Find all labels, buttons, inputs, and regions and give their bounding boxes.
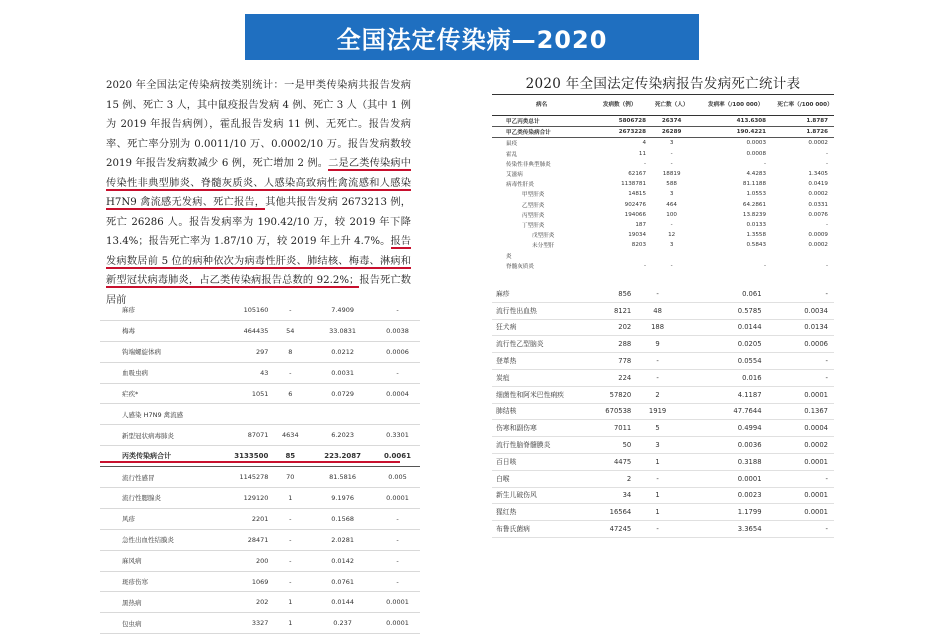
- table-cell: 4475: [577, 453, 634, 470]
- table-cell: 34: [577, 487, 634, 504]
- table-row: [492, 116, 834, 127]
- table-row: [492, 240, 834, 250]
- table-cell: -: [633, 521, 682, 538]
- table-cell: 0.5785: [682, 302, 770, 319]
- table-cell: -: [643, 160, 647, 167]
- column-header: 病名: [492, 95, 591, 116]
- table-cell: 0.0006: [375, 341, 420, 362]
- table-cell: 百日咳: [492, 453, 577, 470]
- table-cell: 甲乙类传染病合计: [492, 127, 591, 138]
- table-cell: 3: [669, 140, 674, 147]
- table-cell: 0.0031: [310, 362, 375, 383]
- table-cell: 0.0001: [375, 592, 420, 613]
- table-cell: 4: [642, 140, 647, 147]
- table-cell: 0.0008: [746, 150, 767, 157]
- table-cell: 26289: [648, 127, 695, 138]
- table-cell: -: [670, 150, 673, 157]
- table-cell: 0.0761: [310, 571, 375, 592]
- table-cell: -: [270, 529, 310, 550]
- table-cell: 670538: [577, 403, 634, 420]
- table-cell: 62167: [628, 171, 647, 178]
- table-cell: 2673228: [591, 127, 648, 138]
- table-cell: 3133500: [216, 446, 270, 467]
- table-cell: [310, 404, 375, 425]
- table-cell: 狂犬病: [492, 319, 577, 336]
- table-cell: 炭疽: [492, 369, 577, 386]
- table-row: [100, 592, 420, 613]
- table-cell: 0.1568: [310, 508, 375, 529]
- table-row: [100, 571, 420, 592]
- table-row: [492, 437, 834, 454]
- stats-table-bottom: [492, 286, 834, 538]
- table-cell: 0.0134: [770, 319, 834, 336]
- table-cell: 1: [633, 504, 682, 521]
- table-cell: 0.0023: [682, 487, 770, 504]
- table-cell: -: [375, 571, 420, 592]
- table-cell: [216, 404, 270, 425]
- table-cell: -: [670, 262, 673, 269]
- table-cell: 麻疹: [492, 286, 577, 302]
- table-cell: 1051: [216, 383, 270, 404]
- column-header: 发病率（/100 000）: [695, 95, 776, 116]
- table-cell: 0.0554: [682, 353, 770, 370]
- table-cell: 1.8787: [776, 116, 834, 127]
- table-cell: 0.3301: [375, 425, 420, 446]
- table-cell: -: [770, 470, 834, 487]
- table-cell: 54: [270, 320, 310, 341]
- table-cell: 戊型肝炎: [532, 233, 555, 240]
- table-row: [492, 179, 834, 189]
- table-cell: 33.0831: [310, 320, 375, 341]
- table-cell: 脊髓灰质炎: [506, 263, 534, 270]
- table-cell: 炎: [506, 253, 512, 260]
- table-cell: 病毒性肝炎: [506, 182, 534, 189]
- table-cell: 2.0281: [310, 529, 375, 550]
- table-cell: 包虫病: [100, 613, 216, 634]
- page-banner: 全国法定传染病—2020: [245, 14, 699, 60]
- table-cell: -: [375, 362, 420, 383]
- table-cell: 188: [633, 319, 682, 336]
- table-row: [492, 386, 834, 403]
- table-cell: 人感染 H7N9 禽流感: [100, 404, 216, 425]
- table-cell: 4634: [270, 425, 310, 446]
- table-cell: 传染性非典型肺炎: [506, 161, 551, 168]
- table-row: [492, 403, 834, 420]
- table-cell: 钩端螺旋体病: [100, 341, 216, 362]
- table-cell: 0.0729: [310, 383, 375, 404]
- right-document-scan: [492, 72, 834, 534]
- table-cell: 0.0009: [808, 232, 828, 239]
- paragraph-class-b-stats: 其他共报告发病 2673213 例，死亡 26286 人。报告发病率为 190.42/10 万，较 2019 年下降 13.4%；报告死亡率为 1.87/10 万，较 2019 年上升 4.7%。: [106, 197, 411, 247]
- table-row: [492, 369, 834, 386]
- table-row: [100, 508, 420, 529]
- table-row: [100, 488, 420, 509]
- paragraph-top5-highlight: 报告发病数居前 5 位的病种依次为病毒性肝炎、肺结核、梅毒、淋病和新型冠状病毒肺炎，占乙类传染病报告总数的 92.2%；: [106, 236, 411, 286]
- table-row: [492, 159, 834, 169]
- table-cell: 黑热病: [100, 592, 216, 613]
- table-cell: 0.005: [375, 467, 420, 488]
- table-row: [492, 487, 834, 504]
- table-cell: -: [770, 286, 834, 302]
- table-cell: -: [770, 353, 834, 370]
- table-cell: 9: [633, 336, 682, 353]
- table-cell: 0.0034: [770, 302, 834, 319]
- table-cell: 未分型肝: [532, 243, 555, 250]
- table-cell: 0.0002: [808, 191, 828, 198]
- table-cell: 丙类传染病合计: [100, 446, 216, 467]
- table-cell: 0.0004: [375, 383, 420, 404]
- table-cell: 鼠疫: [506, 141, 518, 148]
- table-row: [492, 521, 834, 538]
- table-row: [492, 319, 834, 336]
- table-cell: 194066: [624, 211, 647, 218]
- table-row: [100, 300, 420, 320]
- table-cell: 14815: [628, 191, 647, 198]
- table-cell: 11: [638, 150, 647, 157]
- table-cell: [270, 404, 310, 425]
- table-cell: -: [270, 550, 310, 571]
- table-cell: 1.3405: [808, 171, 828, 178]
- table-cell: 霍乱: [506, 151, 518, 158]
- table-cell: -: [825, 160, 828, 167]
- table-cell: 0.016: [682, 369, 770, 386]
- left-document-scan: [100, 70, 420, 628]
- table-cell: -: [825, 262, 828, 269]
- table-cell: 0.0076: [808, 211, 828, 218]
- table-cell: 81.1188: [742, 181, 767, 188]
- table-cell: 猩红热: [492, 504, 577, 521]
- table-cell: 丁型肝炎: [522, 222, 545, 229]
- table-cell: 19034: [628, 232, 647, 239]
- table-cell: 0.0142: [310, 550, 375, 571]
- paragraph-class-a: 2020 年全国法定传染病按类别统计：一是甲类传染病共报告发病 15 例、死亡 3 人，其中鼠疫报告发病 4 例、死亡 3 人（其中 1 例为 2019 年报告病例），霍乱报告发病 11 例、无死亡。报告发病率、死亡率分别为 0.0011/10 万、0.0002/10 万。报告发病数较 2019 年报告发病数减少 6 例，死亡增加 2 例。: [106, 80, 411, 169]
- table-cell: 100: [666, 211, 677, 218]
- table-cell: 1: [633, 487, 682, 504]
- table-row: [492, 189, 834, 199]
- table-cell: [776, 250, 834, 260]
- table-cell: 0.0144: [682, 319, 770, 336]
- table-cell: 0.0001: [375, 488, 420, 509]
- table-cell: 588: [666, 181, 677, 188]
- table-cell: 0.237: [310, 613, 375, 634]
- table-cell: 甲型肝炎: [522, 192, 545, 199]
- table-cell: -: [270, 508, 310, 529]
- table-cell: 18819: [662, 171, 681, 178]
- table-cell: 105160: [216, 300, 270, 320]
- table-cell: 登革热: [492, 353, 577, 370]
- table-row: [492, 230, 834, 240]
- table-cell: 2: [577, 470, 634, 487]
- stats-table-title: 2020 年全国法定传染病报告发病死亡统计表: [525, 76, 801, 92]
- table-cell: 902476: [624, 201, 647, 208]
- table-cell: 1.8726: [776, 127, 834, 138]
- table-cell: 0.0205: [682, 336, 770, 353]
- table-cell: 3: [669, 191, 674, 198]
- table-cell: 0.0061: [375, 446, 420, 467]
- table-row: [492, 169, 834, 179]
- table-cell: 8121: [577, 302, 634, 319]
- table-cell: 伤寒和副伤寒: [492, 420, 577, 437]
- table-cell: -: [270, 300, 310, 320]
- table-cell: 6.2023: [310, 425, 375, 446]
- table-cell: 0.4994: [682, 420, 770, 437]
- table-cell: -: [764, 160, 767, 167]
- table-cell: 1: [270, 613, 310, 634]
- table-cell: -: [270, 362, 310, 383]
- table-cell: 202: [577, 319, 634, 336]
- table-row: [492, 220, 834, 230]
- table-row: [492, 200, 834, 210]
- table-cell: -: [670, 221, 673, 228]
- table-cell: 1: [270, 488, 310, 509]
- table-cell: 麻风病: [100, 550, 216, 571]
- table-cell: 7011: [577, 420, 634, 437]
- table-cell: -: [770, 521, 834, 538]
- table-cell: -: [670, 160, 673, 167]
- table-row: [100, 446, 420, 467]
- table-cell: 0.0001: [375, 613, 420, 634]
- table-row: [100, 425, 420, 446]
- table-cell: -: [375, 300, 420, 320]
- table-cell: 87071: [216, 425, 270, 446]
- table-cell: 0.0036: [682, 437, 770, 454]
- table-cell: 流行性感冒: [100, 467, 216, 488]
- table-cell: -: [643, 262, 647, 269]
- table-cell: 0.0006: [770, 336, 834, 353]
- table-cell: 57820: [577, 386, 634, 403]
- table-cell: -: [825, 150, 828, 157]
- table-cell: 12: [668, 232, 676, 239]
- table-cell: 778: [577, 353, 634, 370]
- table-row: [492, 286, 834, 302]
- table-cell: 肺结核: [492, 403, 577, 420]
- table-cell: 70: [270, 467, 310, 488]
- table-cell: 223.2087: [310, 446, 375, 467]
- table-cell: -: [764, 262, 767, 269]
- table-cell: 5: [633, 420, 682, 437]
- table-cell: 28471: [216, 529, 270, 550]
- table-cell: 26374: [648, 116, 695, 127]
- table-cell: 白喉: [492, 470, 577, 487]
- table-cell: 4.1187: [682, 386, 770, 403]
- table-cell: 1: [270, 592, 310, 613]
- table-row: [492, 127, 834, 138]
- table-cell: 梅毒: [100, 320, 216, 341]
- table-cell: 64.2861: [742, 201, 767, 208]
- table-cell: 0.0002: [808, 140, 828, 147]
- column-header: 死亡数（人）: [648, 95, 695, 116]
- table-row: [100, 320, 420, 341]
- table-cell: -: [633, 470, 682, 487]
- table-cell: 细菌性和阿米巴性痢疾: [492, 386, 577, 403]
- table-cell: 8203: [631, 242, 647, 249]
- table-cell: 新生儿破伤风: [492, 487, 577, 504]
- table-row: [100, 362, 420, 383]
- table-cell: -: [633, 369, 682, 386]
- table-cell: 413.6308: [695, 116, 776, 127]
- table-cell: 81.5816: [310, 467, 375, 488]
- table-cell: 5806728: [591, 116, 648, 127]
- table-cell: 0.0144: [310, 592, 375, 613]
- table-cell: 0.0003: [746, 140, 767, 147]
- table-cell: 麻疹: [100, 300, 216, 320]
- table-cell: 43: [216, 362, 270, 383]
- table-cell: 2201: [216, 508, 270, 529]
- table-cell: 7.4909: [310, 300, 375, 320]
- table-cell: 48: [633, 302, 682, 319]
- table-cell: 1919: [633, 403, 682, 420]
- table-cell: 风疹: [100, 508, 216, 529]
- table-cell: 297: [216, 341, 270, 362]
- table-cell: 47245: [577, 521, 634, 538]
- table-cell: 斑疹伤寒: [100, 571, 216, 592]
- left-disease-table: [100, 300, 420, 634]
- table-cell: 13.8239: [742, 211, 767, 218]
- table-cell: 464435: [216, 320, 270, 341]
- table-cell: 0.0002: [770, 437, 834, 454]
- table-cell: 202: [216, 592, 270, 613]
- table-row: [100, 529, 420, 550]
- table-cell: -: [375, 508, 420, 529]
- table-row: [492, 138, 834, 149]
- table-cell: [648, 250, 695, 260]
- table-cell: 乙型肝炎: [522, 202, 545, 209]
- table-cell: 0.5843: [746, 242, 767, 249]
- column-header: 死亡率（/100 000）: [776, 95, 834, 116]
- table-cell: 190.4221: [695, 127, 776, 138]
- table-cell: -: [375, 529, 420, 550]
- table-cell: 0.0001: [770, 504, 834, 521]
- table-cell: 新型冠状病毒肺炎: [100, 425, 216, 446]
- table-cell: 丙型肝炎: [522, 212, 545, 219]
- table-cell: 50: [577, 437, 634, 454]
- table-cell: 47.7644: [682, 403, 770, 420]
- table-cell: 9.1976: [310, 488, 375, 509]
- table-cell: 艾滋病: [506, 172, 523, 179]
- table-cell: 0.0001: [682, 470, 770, 487]
- table-cell: 2: [633, 386, 682, 403]
- table-cell: 布鲁氏菌病: [492, 521, 577, 538]
- table-cell: 0.0331: [808, 201, 828, 208]
- column-header: 发病数（例）: [591, 95, 648, 116]
- table-row: [492, 302, 834, 319]
- table-cell: 224: [577, 369, 634, 386]
- table-cell: -: [770, 369, 834, 386]
- paragraph-tail: 报告死亡数居前: [106, 275, 411, 306]
- table-cell: 0.0001: [770, 453, 834, 470]
- table-cell: [375, 404, 420, 425]
- table-cell: 3327: [216, 613, 270, 634]
- table-cell: -: [633, 286, 682, 302]
- table-cell: 0.0001: [770, 487, 834, 504]
- table-cell: 3: [633, 437, 682, 454]
- table-cell: 流行性乙型脑炎: [492, 336, 577, 353]
- table-row: [100, 404, 420, 425]
- table-row: [492, 353, 834, 370]
- table-cell: 129120: [216, 488, 270, 509]
- table-cell: 3: [669, 242, 674, 249]
- table-cell: 流行性脑脊髓膜炎: [492, 437, 577, 454]
- table-cell: 4.4283: [746, 171, 767, 178]
- table-cell: [591, 250, 648, 260]
- table-row: [100, 613, 420, 634]
- table-cell: 1138781: [621, 181, 647, 188]
- highlight-underline-covid: [100, 461, 400, 463]
- table-cell: -: [375, 550, 420, 571]
- table-row: [100, 341, 420, 362]
- table-cell: 288: [577, 336, 634, 353]
- table-row: [492, 261, 834, 271]
- table-row: [492, 149, 834, 159]
- table-cell: 1: [633, 453, 682, 470]
- table-cell: 0.0133: [746, 221, 767, 228]
- table-cell: 0.3188: [682, 453, 770, 470]
- table-cell: 疟疾*: [100, 383, 216, 404]
- table-cell: 1.1799: [682, 504, 770, 521]
- table-cell: 0.0419: [808, 181, 828, 188]
- table-cell: -: [633, 353, 682, 370]
- table-row: [492, 453, 834, 470]
- table-cell: 85: [270, 446, 310, 467]
- report-paragraph: [106, 76, 411, 310]
- table-cell: 187: [635, 221, 647, 228]
- table-cell: 流行性出血热: [492, 302, 577, 319]
- table-cell: 0.0038: [375, 320, 420, 341]
- table-cell: 流行性腮腺炎: [100, 488, 216, 509]
- table-row: [492, 420, 834, 437]
- table-cell: [695, 250, 776, 260]
- paragraph-class-b-highlight: 二是乙类传染病中传染性非典型肺炎、脊髓灰质炎、人感染高致病性禽流感和人感染 H7N9 禽流感无发病、死亡报告，: [106, 158, 411, 208]
- table-cell: 200: [216, 550, 270, 571]
- table-row: [100, 550, 420, 571]
- table-cell: -: [825, 221, 828, 228]
- table-cell: 856: [577, 286, 634, 302]
- table-cell: 6: [270, 383, 310, 404]
- stats-table-top: [492, 94, 834, 271]
- table-cell: -: [270, 571, 310, 592]
- table-cell: 0.0001: [770, 386, 834, 403]
- table-cell: 1069: [216, 571, 270, 592]
- table-cell: 1145278: [216, 467, 270, 488]
- table-row: [492, 470, 834, 487]
- table-cell: 3.3654: [682, 521, 770, 538]
- table-row: [492, 210, 834, 220]
- table-cell: 1.3558: [746, 232, 767, 239]
- table-cell: 急性出血性结膜炎: [100, 529, 216, 550]
- table-cell: 8: [270, 341, 310, 362]
- table-cell: 0.0212: [310, 341, 375, 362]
- table-cell: 0.061: [682, 286, 770, 302]
- table-cell: 1.0553: [746, 191, 767, 198]
- table-row: [492, 250, 834, 260]
- table-row: [100, 383, 420, 404]
- table-cell: 血吸虫病: [100, 362, 216, 383]
- table-row: [492, 504, 834, 521]
- table-row: [100, 467, 420, 488]
- table-cell: 16564: [577, 504, 634, 521]
- table-cell: 甲乙丙类总计: [492, 116, 591, 127]
- table-cell: 0.0002: [808, 242, 828, 249]
- table-row: [492, 336, 834, 353]
- table-cell: 0.0004: [770, 420, 834, 437]
- table-cell: 0.1367: [770, 403, 834, 420]
- table-cell: 464: [666, 201, 677, 208]
